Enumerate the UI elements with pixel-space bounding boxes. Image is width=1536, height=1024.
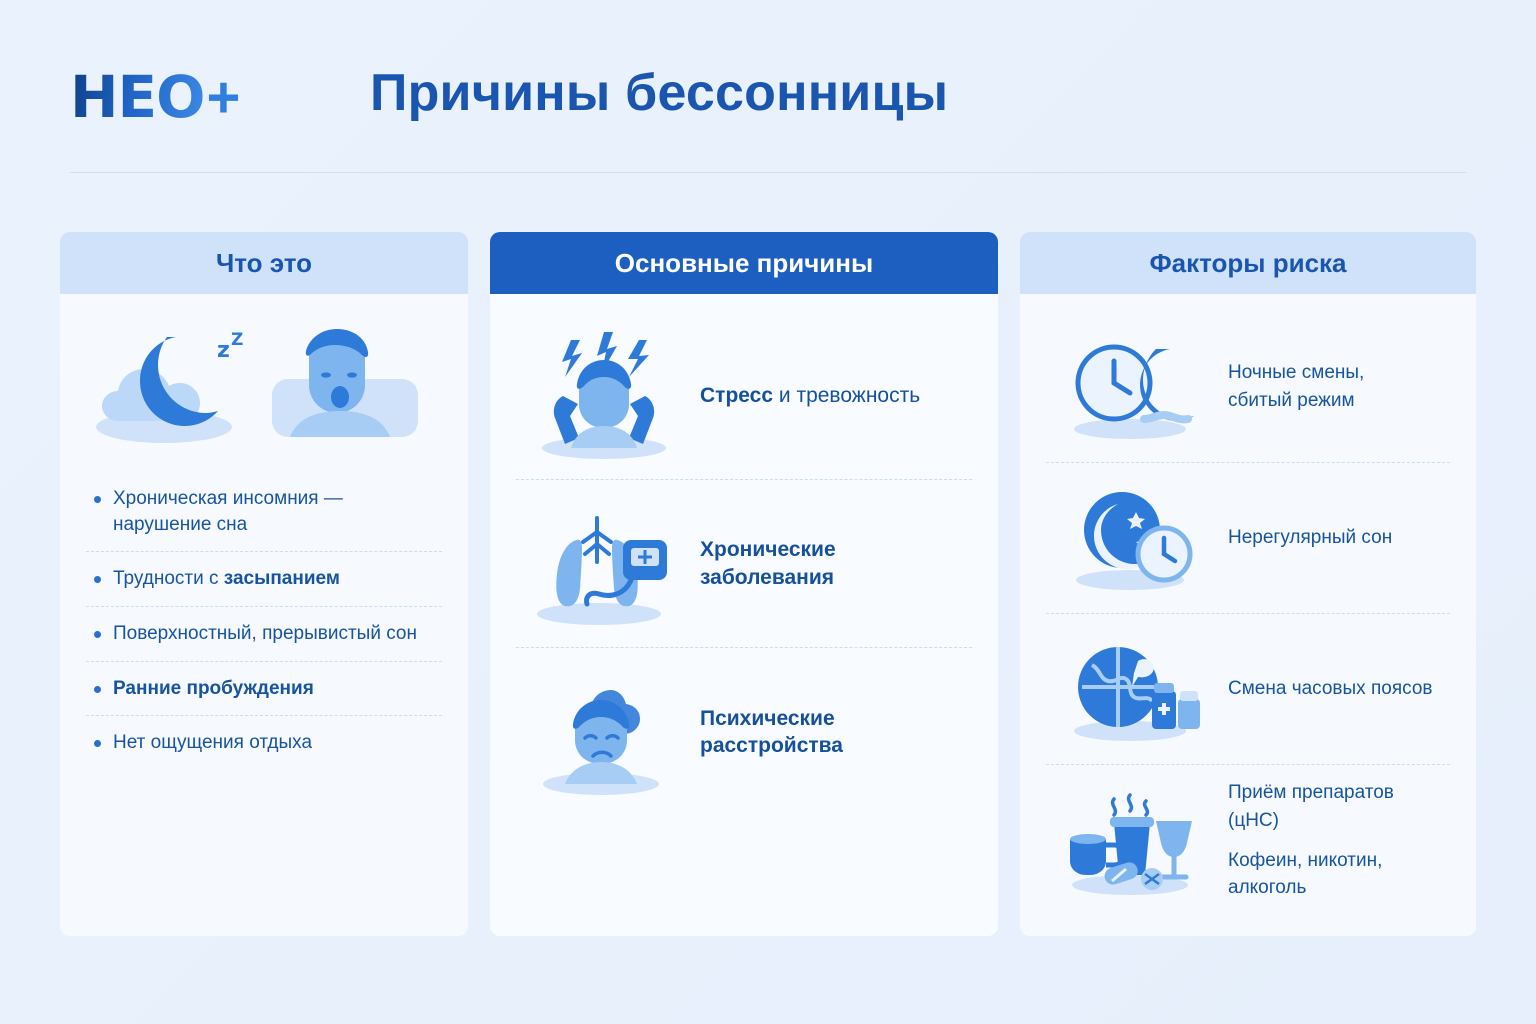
card-what-heading: Что это: [60, 232, 468, 294]
list-item-label: Хронические заболевания: [700, 538, 836, 589]
clock-moon-icon: [1046, 327, 1218, 447]
list-item: [1046, 312, 1450, 463]
bullet-dot: [94, 740, 101, 747]
list-item: [86, 716, 442, 770]
page-title: Причины бессонницы: [370, 64, 949, 122]
list-item-label: Ночные смены, сбитый режим: [1228, 362, 1365, 411]
list-item-label: Ранние пробуждения: [113, 677, 314, 699]
list-item-label: Приём препаратов (цНС) Кофеин, никотин, алкоголь: [1228, 782, 1394, 899]
list-item: [86, 552, 442, 607]
moon-stars-clock-icon: [1046, 478, 1218, 598]
globe-pills-icon: [1046, 629, 1218, 749]
card-what-body: [60, 294, 468, 936]
list-item-label: Нет ощущения отдыха: [113, 732, 313, 754]
brand-logo: [70, 62, 300, 132]
page-header: [0, 0, 1536, 175]
bullet-dot: [94, 631, 101, 638]
bullet-dot: [94, 576, 101, 583]
header-divider: [70, 172, 1466, 173]
list-item-label: Смена часовых поясов: [1228, 678, 1433, 700]
list-item-label: Психические расстройства: [700, 706, 843, 757]
card-risks-body: [1020, 294, 1476, 936]
list-item: [86, 472, 442, 552]
card-what-is-it: [60, 232, 468, 936]
list-item: [1046, 463, 1450, 614]
svg-text:Z: Z: [231, 330, 244, 350]
list-item: [516, 648, 972, 816]
lungs-bloodpressure-icon: [516, 494, 692, 634]
list-item-label: Нерегулярный сон: [1228, 527, 1393, 549]
brand-logo-plus: +: [206, 64, 241, 130]
card-causes-heading: Основные причины: [490, 232, 998, 294]
brand-logo-text: HEO: [70, 63, 205, 131]
list-item-label: Поверхностный, прерывистый сон: [113, 622, 417, 644]
card-main-causes: [490, 232, 998, 936]
list-item-label: Стресс и тревожность: [700, 383, 921, 407]
card-risks-heading: Факторы риска: [1020, 232, 1476, 294]
what-bullet-list: [86, 472, 442, 770]
list-item: [86, 662, 442, 717]
card-causes-body: [490, 294, 998, 936]
list-item-label: Хроническая инсомния — нарушение сна: [113, 488, 343, 535]
coffee-wine-pills-icon: [1046, 781, 1218, 901]
card-risk-factors: [1020, 232, 1476, 936]
stress-headache-icon: [516, 326, 692, 466]
sad-person-cloud-icon: [516, 662, 692, 802]
list-item: [516, 312, 972, 480]
list-item: [86, 607, 442, 662]
list-item-label: Трудности с засыпанием: [113, 568, 340, 590]
bullet-dot: [94, 496, 101, 503]
svg-text:z: z: [217, 338, 230, 363]
list-item: [516, 480, 972, 648]
bullet-dot: [94, 686, 101, 693]
list-item: [1046, 614, 1450, 765]
moon-sleeping-person-icon: [86, 312, 442, 462]
list-item: [1046, 765, 1450, 916]
content-columns: [60, 232, 1476, 936]
